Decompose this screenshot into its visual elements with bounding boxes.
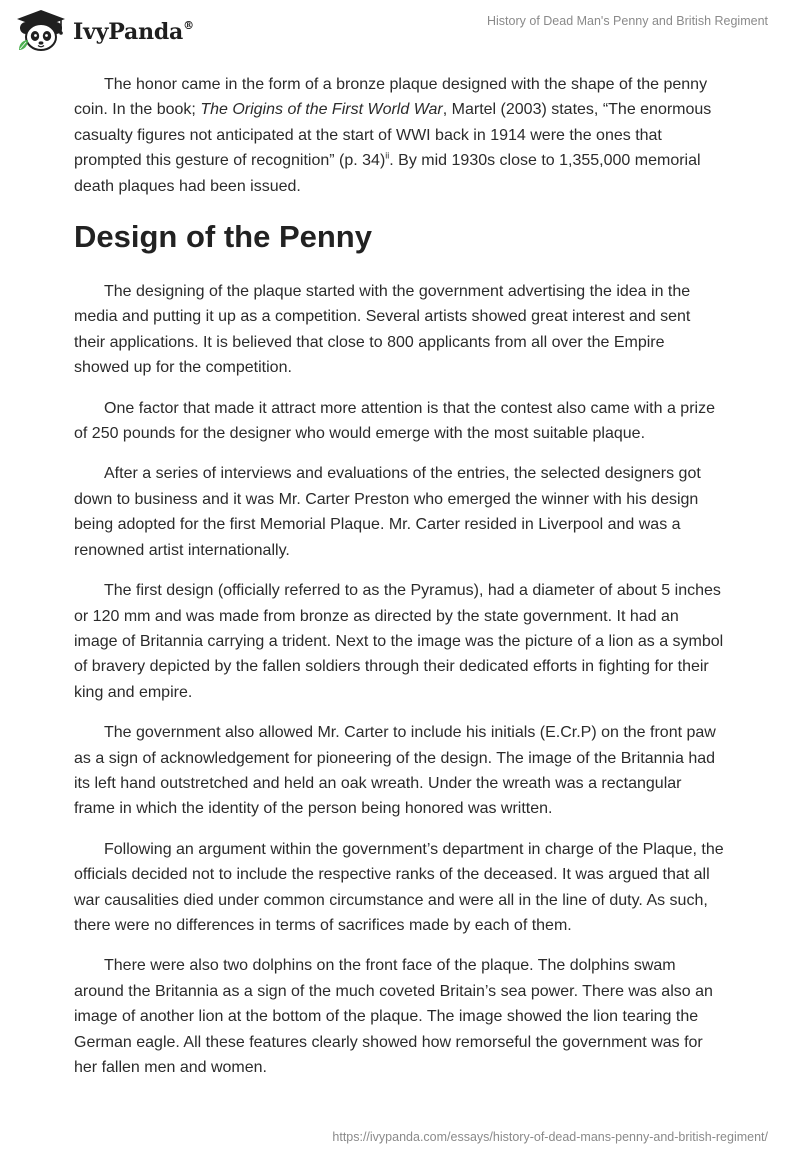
paragraph: One factor that made it attract more attention is that the contest also came with a prize of 250 pounds for the designer who would emerge with the most suitable plaque. bbox=[74, 399, 715, 443]
paragraph: After a series of interviews and evaluations of the entries, the selected designers got down to business and it was Mr. Carter Preston who emerged the winner with his design being adopted for the first Memorial Plaque. Mr. Carter resided in Liverpool and was a renowned artist internationally. bbox=[74, 465, 701, 559]
footnote-marker[interactable]: ii bbox=[385, 150, 390, 161]
logo-wordmark bbox=[73, 19, 194, 45]
essay-content bbox=[74, 72, 724, 1095]
paragraph: The government also allowed Mr. Carter to include his initials (E.Cr.P) on the front paw as a sign of acknowledgement for pioneering of the design. The image of the Britannia had its left hand outstretched and held an oak wreath. Under the wreath was a rectangular frame in which the identity of the person being honored was written. bbox=[74, 724, 716, 818]
page-header bbox=[0, 0, 800, 60]
ivypanda-logo[interactable] bbox=[15, 8, 194, 52]
logo-text: IvyPanda bbox=[73, 19, 184, 45]
panda-graduate-icon bbox=[15, 8, 67, 52]
paragraph: The designing of the plaque started with the government advertising the idea in the media and putting it up as a competition. Several artists showed great interest and sent their applications. It is believed that close to 800 applicants from all over the Empire showed up for the competition. bbox=[74, 283, 691, 377]
document-title: History of Dead Man's Penny and British Regiment bbox=[487, 14, 768, 28]
book-title: The Origins of the First World War bbox=[200, 101, 443, 119]
intro-text-before: The honor came in the form of a bronze plaque designed with the shape of the penny coin. In the book; bbox=[74, 76, 708, 119]
source-url[interactable]: https://ivypanda.com/essays/history-of-dead-mans-penny-and-british-regiment/ bbox=[332, 1130, 768, 1144]
registered-mark: ® bbox=[183, 18, 194, 32]
intro-text-end: . By mid 1930s close to 1,355,000 memorial death plaques had been issued. bbox=[74, 152, 701, 195]
paragraph: Following an argument within the government’s department in charge of the Plaque, the officials decided not to include the respective ranks of the deceased. It was argued that all war causalities died under common circumstance and were all in the line of duty. As such, there were no differences in terms of sacrifices made by each of them. bbox=[74, 840, 724, 934]
section-heading: Design of the Penny bbox=[74, 219, 372, 255]
intro-quote: , Martel (2003) states, “The enormous casualty figures not anticipated at the start of WWI back in 1914 were the ones that prompted this gesture of recognition” (p. 34) bbox=[74, 101, 712, 170]
paragraph: The first design (officially referred to as the Pyramus), had a diameter of about 5 inches or 120 mm and was made from bronze as directed by the state government. It had an image of Britannia carrying a trident. Next to the image was the picture of a lion as a symbol of bravery depicted by the fallen soldiers through their dedicated efforts in fighting for their king and empire. bbox=[74, 582, 724, 701]
paragraph: There were also two dolphins on the front face of the plaque. The dolphins swam around the Britannia as a sign of the much coveted Britain’s sea power. There was also an image of another lion at the bottom of the plaque. The image showed the lion tearing the German eagle. All these features clearly showed how remorseful the government was for her fallen men and women. bbox=[74, 957, 713, 1076]
paragraph-intro bbox=[74, 72, 724, 199]
